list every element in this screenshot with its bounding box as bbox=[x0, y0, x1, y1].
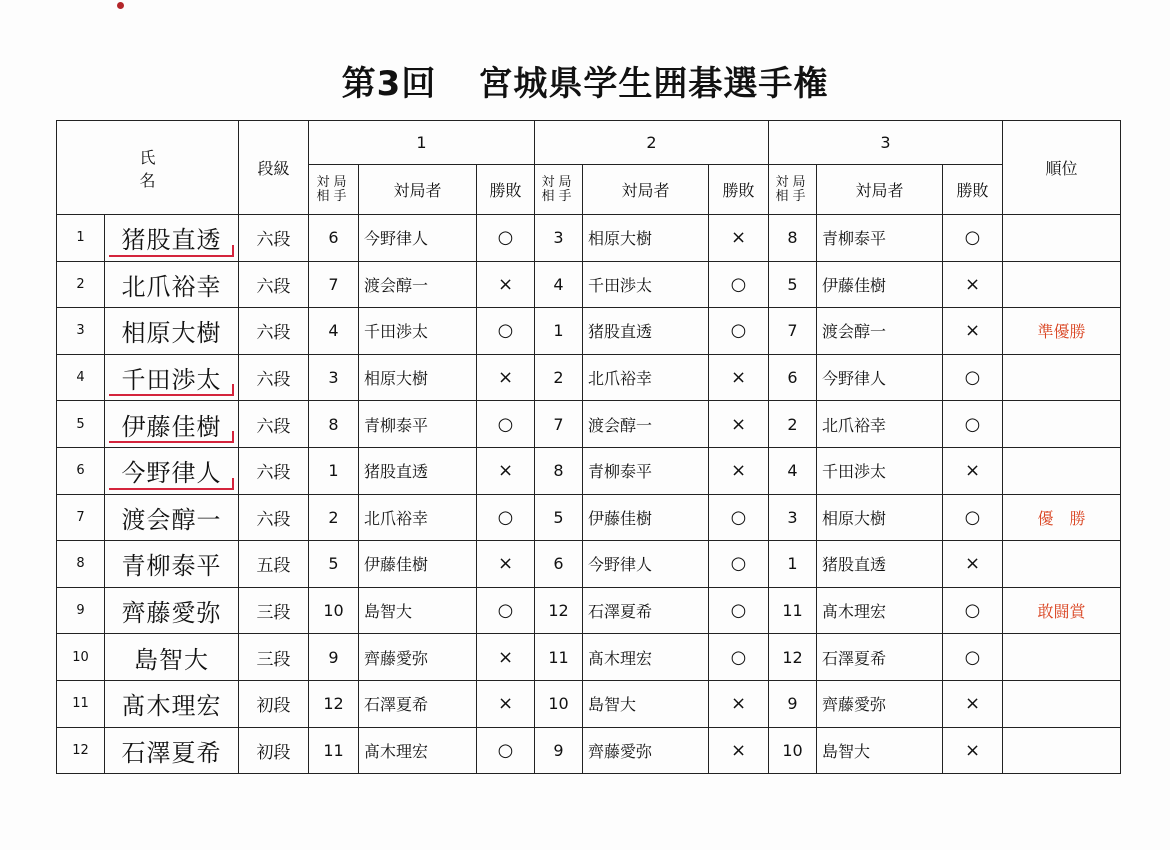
opponent-number: 2 bbox=[535, 354, 583, 401]
player-dan: 三段 bbox=[239, 634, 309, 681]
player-rank bbox=[1003, 447, 1121, 494]
player-name bbox=[105, 634, 239, 681]
match-result: × bbox=[477, 354, 535, 401]
player-dan: 六段 bbox=[239, 308, 309, 355]
player-name-text: 今野律人 bbox=[121, 459, 222, 488]
table-row bbox=[57, 541, 1121, 588]
opponent-number: 10 bbox=[769, 727, 817, 774]
player-number: 9 bbox=[57, 587, 105, 634]
player-number: 8 bbox=[57, 541, 105, 588]
opponent-number: 5 bbox=[309, 541, 359, 588]
player-rank bbox=[1003, 354, 1121, 401]
player-dan: 六段 bbox=[239, 401, 309, 448]
player-name bbox=[105, 401, 239, 448]
table-row bbox=[57, 215, 1121, 262]
opponent-name: 千田渉太 bbox=[359, 308, 477, 355]
player-name-text: 猪股直透 bbox=[121, 226, 222, 255]
player-name bbox=[105, 215, 239, 262]
player-name bbox=[105, 308, 239, 355]
match-result: ○ bbox=[943, 494, 1003, 541]
player-number: 11 bbox=[57, 680, 105, 727]
match-result: ○ bbox=[477, 494, 535, 541]
opponent-number: 2 bbox=[769, 401, 817, 448]
opponent-number: 6 bbox=[769, 354, 817, 401]
opponent-name: 北爪裕幸 bbox=[817, 401, 943, 448]
opponent-name: 渡会醇一 bbox=[583, 401, 709, 448]
opponent-name: 相原大樹 bbox=[583, 215, 709, 262]
header-rank: 順位 bbox=[1003, 121, 1121, 215]
results-table bbox=[56, 120, 1121, 774]
player-dan: 初段 bbox=[239, 680, 309, 727]
player-name-text: 相原大樹 bbox=[121, 319, 222, 348]
opponent-number: 7 bbox=[535, 401, 583, 448]
player-name-text: 千田渉太 bbox=[121, 366, 222, 395]
player-name-text: 石澤夏希 bbox=[121, 738, 222, 767]
opponent-name: 千田渉太 bbox=[817, 447, 943, 494]
opponent-number: 11 bbox=[309, 727, 359, 774]
match-result: ○ bbox=[709, 634, 769, 681]
player-number: 2 bbox=[57, 261, 105, 308]
player-rank bbox=[1003, 401, 1121, 448]
opponent-number: 1 bbox=[535, 308, 583, 355]
header-dan: 段級 bbox=[239, 121, 309, 215]
opponent-name: 齊藤愛弥 bbox=[817, 680, 943, 727]
opponent-number: 12 bbox=[769, 634, 817, 681]
opponent-number: 10 bbox=[309, 587, 359, 634]
match-result: × bbox=[943, 727, 1003, 774]
player-name-text: 渡会醇一 bbox=[121, 505, 222, 534]
player-rank: 優 勝 bbox=[1003, 494, 1121, 541]
player-dan: 六段 bbox=[239, 494, 309, 541]
opponent-name: 石澤夏希 bbox=[359, 680, 477, 727]
opponent-name: 島智大 bbox=[583, 680, 709, 727]
opponent-name: 伊藤佳樹 bbox=[583, 494, 709, 541]
player-name bbox=[105, 354, 239, 401]
match-result: × bbox=[943, 447, 1003, 494]
opponent-name: 今野律人 bbox=[359, 215, 477, 262]
header-round-2: 2 bbox=[535, 121, 769, 165]
page-title bbox=[0, 56, 1170, 105]
header-name: 氏 名 bbox=[57, 121, 239, 215]
match-result: × bbox=[709, 727, 769, 774]
header-opponent-r1: 対局者 bbox=[359, 165, 477, 215]
opponent-name: 齊藤愛弥 bbox=[359, 634, 477, 681]
player-rank: 準優勝 bbox=[1003, 308, 1121, 355]
header-opp-number-r1: 対局 相手 bbox=[309, 165, 359, 215]
opponent-number: 10 bbox=[535, 680, 583, 727]
header-round-3: 3 bbox=[769, 121, 1003, 165]
player-name-text: 北爪裕幸 bbox=[121, 272, 222, 301]
match-result: ○ bbox=[943, 354, 1003, 401]
player-name-text: 伊藤佳樹 bbox=[121, 412, 222, 441]
match-result: × bbox=[709, 215, 769, 262]
opponent-name: 髙木理宏 bbox=[359, 727, 477, 774]
player-dan: 六段 bbox=[239, 261, 309, 308]
match-result: × bbox=[477, 447, 535, 494]
opponent-name: 今野律人 bbox=[583, 541, 709, 588]
opponent-number: 3 bbox=[309, 354, 359, 401]
player-name bbox=[105, 727, 239, 774]
player-name bbox=[105, 587, 239, 634]
header-row-rounds bbox=[57, 121, 1121, 165]
opponent-number: 1 bbox=[769, 541, 817, 588]
opponent-name: 青柳泰平 bbox=[817, 215, 943, 262]
header-result-r3: 勝敗 bbox=[943, 165, 1003, 215]
opponent-number: 11 bbox=[769, 587, 817, 634]
table-row bbox=[57, 634, 1121, 681]
player-dan: 六段 bbox=[239, 447, 309, 494]
opponent-name: 島智大 bbox=[359, 587, 477, 634]
opponent-number: 4 bbox=[769, 447, 817, 494]
table-row bbox=[57, 494, 1121, 541]
player-dan: 初段 bbox=[239, 727, 309, 774]
opponent-name: 髙木理宏 bbox=[583, 634, 709, 681]
match-result: ○ bbox=[943, 587, 1003, 634]
match-result: × bbox=[477, 261, 535, 308]
opponent-name: 北爪裕幸 bbox=[359, 494, 477, 541]
header-round-1: 1 bbox=[309, 121, 535, 165]
match-result: ○ bbox=[943, 634, 1003, 681]
opponent-name: 千田渉太 bbox=[583, 261, 709, 308]
player-number: 3 bbox=[57, 308, 105, 355]
table-row bbox=[57, 727, 1121, 774]
match-result: ○ bbox=[709, 541, 769, 588]
opponent-name: 髙木理宏 bbox=[817, 587, 943, 634]
header-opp-number-r3: 対局 相手 bbox=[769, 165, 817, 215]
match-result: ○ bbox=[709, 494, 769, 541]
player-number: 1 bbox=[57, 215, 105, 262]
opponent-number: 3 bbox=[535, 215, 583, 262]
table-row bbox=[57, 354, 1121, 401]
red-underline-mark bbox=[109, 384, 234, 396]
opponent-number: 2 bbox=[309, 494, 359, 541]
opponent-name: 相原大樹 bbox=[817, 494, 943, 541]
match-result: ○ bbox=[709, 261, 769, 308]
red-underline-mark bbox=[109, 478, 234, 490]
opponent-number: 4 bbox=[309, 308, 359, 355]
opponent-number: 1 bbox=[309, 447, 359, 494]
player-number: 12 bbox=[57, 727, 105, 774]
match-result: × bbox=[477, 541, 535, 588]
match-result: × bbox=[943, 541, 1003, 588]
opponent-number: 12 bbox=[309, 680, 359, 727]
player-name bbox=[105, 494, 239, 541]
opponent-number: 11 bbox=[535, 634, 583, 681]
header-result-r2: 勝敗 bbox=[709, 165, 769, 215]
player-dan: 三段 bbox=[239, 587, 309, 634]
opponent-name: 青柳泰平 bbox=[583, 447, 709, 494]
header-result-r1: 勝敗 bbox=[477, 165, 535, 215]
match-result: × bbox=[709, 680, 769, 727]
opponent-number: 7 bbox=[769, 308, 817, 355]
opponent-name: 伊藤佳樹 bbox=[359, 541, 477, 588]
player-number: 5 bbox=[57, 401, 105, 448]
table-row bbox=[57, 261, 1121, 308]
opponent-name: 猪股直透 bbox=[817, 541, 943, 588]
header-opp-number-r2: 対局 相手 bbox=[535, 165, 583, 215]
player-rank bbox=[1003, 680, 1121, 727]
match-result: × bbox=[709, 447, 769, 494]
opponent-name: 猪股直透 bbox=[359, 447, 477, 494]
opponent-name: 齊藤愛弥 bbox=[583, 727, 709, 774]
match-result: ○ bbox=[477, 587, 535, 634]
match-result: ○ bbox=[709, 587, 769, 634]
player-name bbox=[105, 447, 239, 494]
player-name bbox=[105, 541, 239, 588]
opponent-number: 8 bbox=[535, 447, 583, 494]
player-number: 6 bbox=[57, 447, 105, 494]
match-result: ○ bbox=[477, 727, 535, 774]
opponent-name: 渡会醇一 bbox=[359, 261, 477, 308]
opponent-number: 9 bbox=[309, 634, 359, 681]
opponent-name: 渡会醇一 bbox=[817, 308, 943, 355]
opponent-name: 青柳泰平 bbox=[359, 401, 477, 448]
header-opponent-r3: 対局者 bbox=[817, 165, 943, 215]
opponent-name: 北爪裕幸 bbox=[583, 354, 709, 401]
opponent-name: 石澤夏希 bbox=[583, 587, 709, 634]
match-result: × bbox=[943, 308, 1003, 355]
player-rank bbox=[1003, 727, 1121, 774]
opponent-number: 8 bbox=[309, 401, 359, 448]
table-row bbox=[57, 401, 1121, 448]
player-number: 7 bbox=[57, 494, 105, 541]
player-name-text: 髙木理宏 bbox=[121, 692, 222, 721]
player-dan: 六段 bbox=[239, 215, 309, 262]
match-result: × bbox=[709, 354, 769, 401]
player-rank: 敢闘賞 bbox=[1003, 587, 1121, 634]
match-result: ○ bbox=[477, 308, 535, 355]
player-name-text: 島智大 bbox=[134, 645, 209, 674]
opponent-name: 相原大樹 bbox=[359, 354, 477, 401]
match-result: ○ bbox=[477, 401, 535, 448]
title-main: 宮城県学生囲碁選手権 bbox=[478, 64, 829, 104]
opponent-name: 猪股直透 bbox=[583, 308, 709, 355]
player-dan: 六段 bbox=[239, 354, 309, 401]
red-underline-mark bbox=[109, 431, 234, 443]
title-prefix: 第3回 bbox=[341, 64, 437, 104]
match-result: × bbox=[943, 680, 1003, 727]
table-row bbox=[57, 308, 1121, 355]
opponent-number: 4 bbox=[535, 261, 583, 308]
table-row bbox=[57, 447, 1121, 494]
table-row bbox=[57, 587, 1121, 634]
match-result: × bbox=[709, 401, 769, 448]
opponent-name: 伊藤佳樹 bbox=[817, 261, 943, 308]
player-number: 10 bbox=[57, 634, 105, 681]
match-result: × bbox=[477, 680, 535, 727]
header-opponent-r2: 対局者 bbox=[583, 165, 709, 215]
opponent-number: 5 bbox=[535, 494, 583, 541]
red-underline-mark bbox=[109, 245, 234, 257]
match-result: ○ bbox=[709, 308, 769, 355]
player-rank bbox=[1003, 261, 1121, 308]
match-result: ○ bbox=[943, 215, 1003, 262]
player-rank bbox=[1003, 215, 1121, 262]
paper-dot-mark bbox=[117, 2, 124, 9]
player-name-text: 青柳泰平 bbox=[121, 552, 222, 581]
match-result: × bbox=[477, 634, 535, 681]
match-result: ○ bbox=[477, 215, 535, 262]
player-name bbox=[105, 261, 239, 308]
opponent-name: 今野律人 bbox=[817, 354, 943, 401]
player-rank bbox=[1003, 541, 1121, 588]
player-name bbox=[105, 680, 239, 727]
opponent-number: 9 bbox=[535, 727, 583, 774]
opponent-number: 5 bbox=[769, 261, 817, 308]
opponent-number: 3 bbox=[769, 494, 817, 541]
player-number: 4 bbox=[57, 354, 105, 401]
player-name-text: 齊藤愛弥 bbox=[121, 599, 222, 628]
match-result: ○ bbox=[943, 401, 1003, 448]
table-row bbox=[57, 680, 1121, 727]
opponent-name: 石澤夏希 bbox=[817, 634, 943, 681]
opponent-number: 12 bbox=[535, 587, 583, 634]
opponent-number: 9 bbox=[769, 680, 817, 727]
opponent-name: 島智大 bbox=[817, 727, 943, 774]
opponent-number: 8 bbox=[769, 215, 817, 262]
player-dan: 五段 bbox=[239, 541, 309, 588]
table-body bbox=[57, 215, 1121, 774]
player-rank bbox=[1003, 634, 1121, 681]
opponent-number: 6 bbox=[535, 541, 583, 588]
opponent-number: 6 bbox=[309, 215, 359, 262]
opponent-number: 7 bbox=[309, 261, 359, 308]
match-result: × bbox=[943, 261, 1003, 308]
